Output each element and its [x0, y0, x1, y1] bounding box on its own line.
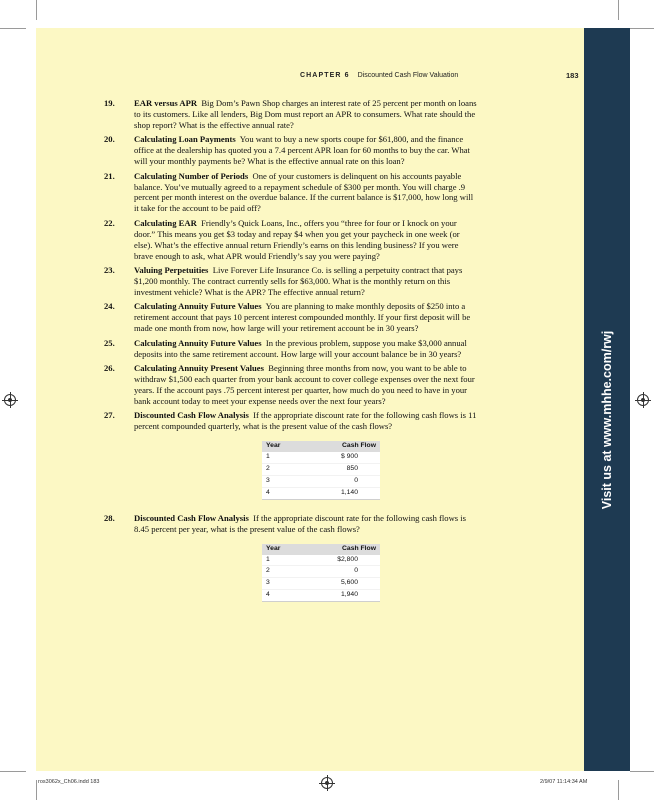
table-header-row [262, 441, 380, 452]
problem-body: If the appropriate discount rate for the following cash flows is 11 percent compounded quarterly, what is the present value of the cash flows? [134, 410, 477, 432]
table-header-row [262, 544, 380, 555]
problem-body: One of your customers is delinquent on his accounts payable balance. You’ve mutually agreed to a repayment schedule of $300 per month. You will charge .9 percent per month interest on the overdue balance. If the current balance is $17,000, how long will it take for the account to be paid off? [134, 170, 474, 214]
year-cell: 4 [262, 487, 306, 499]
footer-timestamp: 2/9/07 11:14:34 AM [540, 779, 588, 785]
problem-number: 20. [104, 134, 115, 145]
problem-19 [104, 98, 478, 131]
year-cell: 3 [262, 475, 306, 487]
problem-21 [104, 171, 478, 215]
problem-title: Valuing Perpetuities [134, 265, 209, 276]
column-header-year: Year [262, 544, 306, 555]
table-row [262, 464, 380, 476]
problem-body: Big Dom’s Pawn Shop charges an interest rate of 25 percent per month on loans to its customers. Like all lenders, Big Dom must report an APR to consumers. What rate should the shop report? What is the effective annual rate? [134, 98, 477, 130]
problem-number: 19. [104, 98, 115, 108]
running-header [300, 72, 458, 79]
chapter-label: CHAPTER 6 [300, 72, 350, 79]
chapter-title: Discounted Cash Flow Valuation [357, 72, 459, 79]
problem-24 [104, 301, 478, 334]
column-header-cash-flow: Cash Flow [306, 441, 380, 452]
year-cell: 1 [262, 452, 306, 463]
cash-flow-cell: 0 [306, 566, 380, 578]
cash-flow-table-28 [262, 544, 380, 603]
cash-flow-table-27 [262, 441, 380, 500]
year-cell: 1 [262, 555, 306, 566]
problem-body: Friendly’s Quick Loans, Inc., offers you “three for four or I knock on your door.” This means you get $3 today and repay $4 when you get your paycheck in one week (or else). What’s the effective annual return Friendly’s earns on this lending business? If you were brave enough to ask, what APR would Friendly’s say you were paying? [134, 217, 460, 261]
table-row [262, 475, 380, 487]
problem-title: Calculating Loan Payments [134, 134, 236, 145]
problem-title: EAR versus APR [134, 98, 198, 108]
problem-body: Live Forever Life Insurance Co. is selling a perpetuity contract that pays $1,200 monthly. The contract currently sells for $63,000. What is the monthly return on this investment vehicle? What is the APR? The effective annual return? [134, 265, 463, 297]
problem-title: Calculating Annuity Future Values [134, 337, 262, 348]
problem-number: 24. [104, 301, 115, 312]
problem-number: 22. [104, 217, 115, 228]
registration-mark-bottom [321, 777, 333, 789]
cash-flow-cell: $ 900 [306, 452, 380, 463]
crop-mark-left-top [0, 28, 26, 29]
crop-mark-top-left [36, 0, 37, 20]
problem-22 [104, 218, 478, 262]
problem-23 [104, 265, 478, 298]
page-number: 183 [566, 71, 579, 80]
problem-number: 21. [104, 170, 115, 181]
column-header-year: Year [262, 441, 306, 452]
table-row [262, 452, 380, 463]
cash-flow-cell: 850 [306, 464, 380, 476]
registration-mark-left [4, 394, 16, 406]
problem-title: Calculating Annuity Present Values [134, 363, 264, 374]
problem-title: Calculating Number of Periods [134, 170, 249, 181]
problem-body: You are planning to make monthly deposits of $250 into a retirement account that pays 10 percent interest compounded monthly. If your first deposit will be made one month from now, how large will your retirement account be in 30 years? [134, 301, 471, 334]
problem-25 [104, 338, 478, 360]
problem-title: Calculating Annuity Future Values [134, 301, 262, 312]
table-row [262, 487, 380, 499]
year-cell: 3 [262, 578, 306, 590]
problem-title: Calculating EAR [134, 217, 197, 228]
cash-flow-cell: 5,600 [306, 578, 380, 590]
problem-20 [104, 134, 478, 167]
table-row [262, 566, 380, 578]
year-cell: 2 [262, 464, 306, 476]
column-header-cash-flow: Cash Flow [306, 544, 380, 555]
table-row [262, 555, 380, 566]
cash-flow-cell: 0 [306, 475, 380, 487]
table-row [262, 590, 380, 602]
problem-body: You want to buy a new sports coupe for $61,800, and the finance office at the dealership has quoted you a 7.4 percent APR loan for 60 months to buy the car. What will your monthly payments be? What is the effective annual rate on this loan? [134, 134, 470, 167]
problem-list [104, 98, 478, 606]
table-row [262, 578, 380, 590]
problem-number: 25. [104, 337, 115, 348]
footer-file-name: ros3062x_Ch06.indd 183 [38, 779, 100, 785]
problem-28 [104, 513, 478, 602]
problem-body: Beginning three months from now, you want to be able to withdraw $1,500 each quarter from your bank account to cover college expenses over the next four years. If the account pays .75 percent interest per quarter, how much do you need to have in your bank account today to meet your expense needs over the next four years? [134, 363, 475, 406]
problem-number: 27. [104, 410, 115, 421]
problem-26 [104, 363, 478, 407]
problem-title: Discounted Cash Flow Analysis [134, 410, 249, 421]
crop-mark-left-bottom [0, 771, 26, 772]
crop-mark-bottom-left [36, 780, 37, 800]
crop-mark-right-top [630, 28, 654, 29]
crop-mark-top-right [618, 0, 619, 20]
problem-title: Discounted Cash Flow Analysis [134, 512, 249, 523]
year-cell: 2 [262, 566, 306, 578]
cash-flow-cell: 1,140 [306, 487, 380, 499]
registration-mark-right [637, 394, 649, 406]
problem-number: 23. [104, 265, 115, 276]
year-cell: 4 [262, 590, 306, 602]
crop-mark-right-bottom [630, 771, 654, 772]
problem-number: 28. [104, 512, 115, 523]
problem-body: If the appropriate discount rate for the following cash flows is 8.45 percent per year, what is the present value of the cash flows? [134, 512, 467, 534]
sidebar-website-text: Visit us at www.mhhe.com/rwj [600, 330, 614, 510]
crop-mark-bottom-right [618, 780, 619, 800]
cash-flow-cell: 1,940 [306, 590, 380, 602]
problem-number: 26. [104, 363, 115, 374]
problem-27 [104, 410, 478, 499]
cash-flow-cell: $2,800 [306, 555, 380, 566]
problem-body: In the previous problem, suppose you make $3,000 annual deposits into the same retirement account. How large will your account balance be in 30 years? [134, 337, 467, 359]
